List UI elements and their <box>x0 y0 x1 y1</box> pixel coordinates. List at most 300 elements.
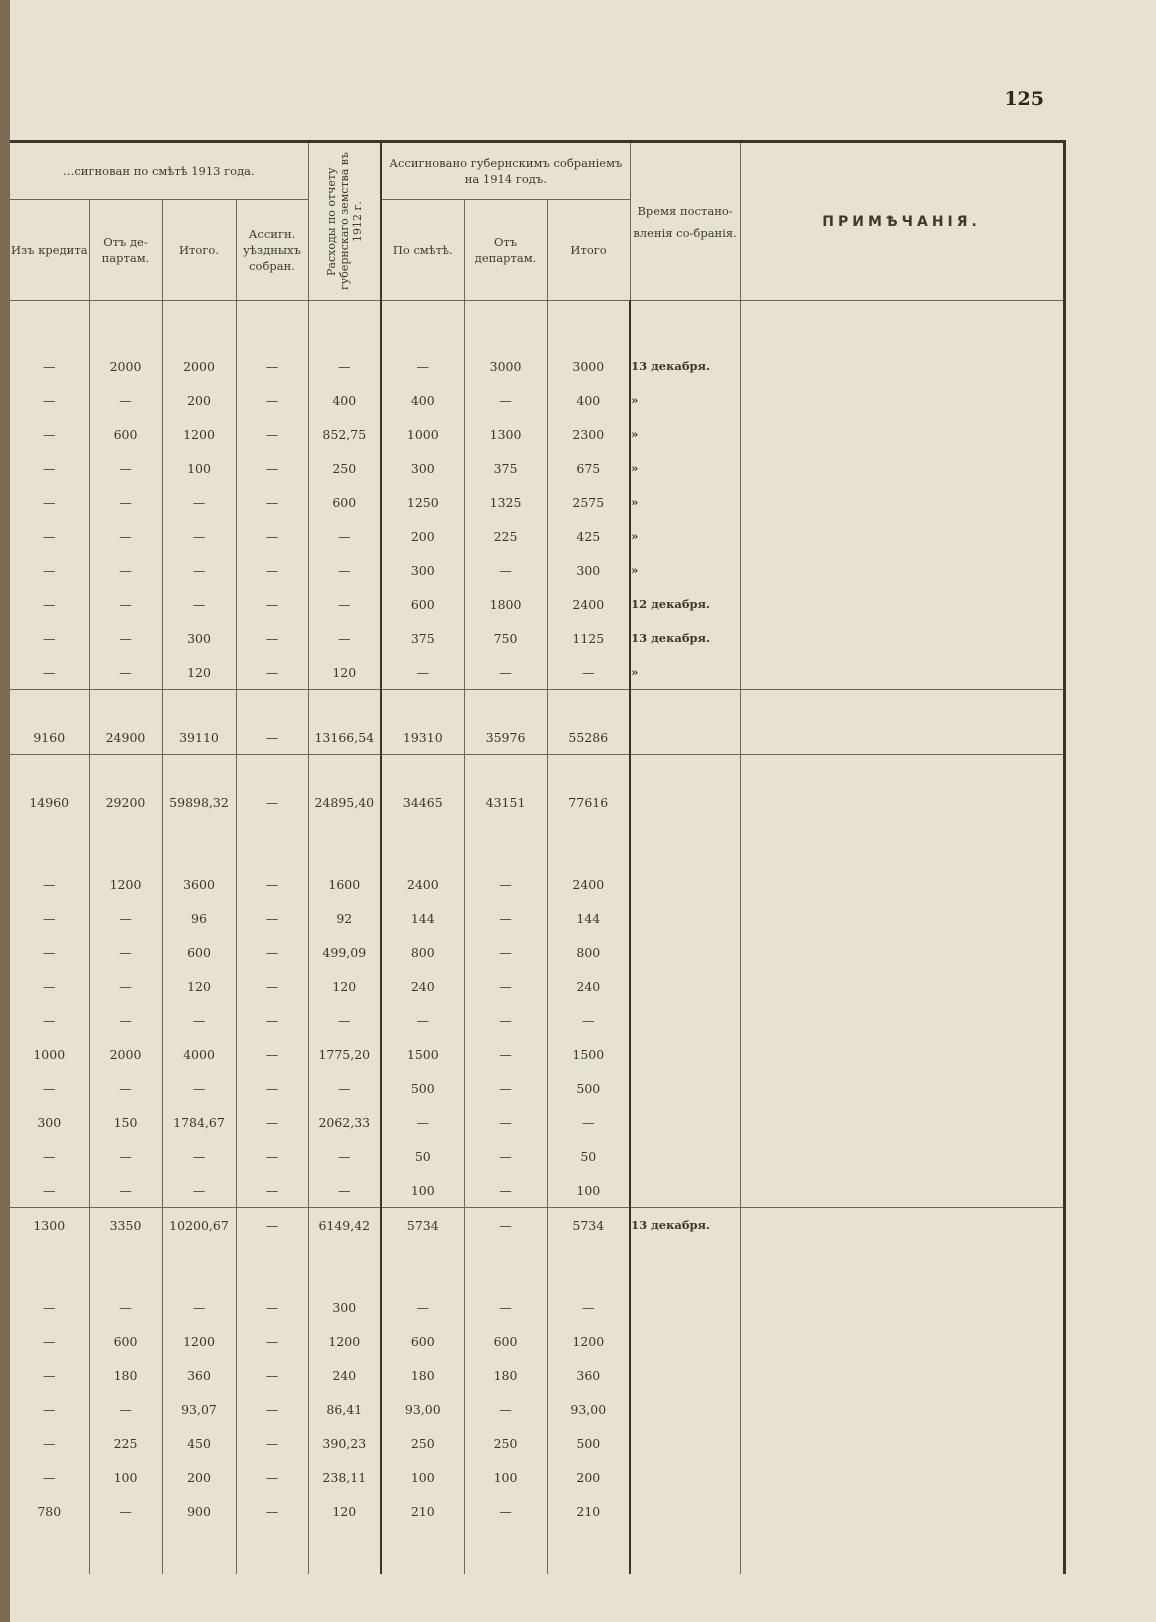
table-cell: 9160 <box>10 720 89 755</box>
table-cell <box>630 901 740 935</box>
table-cell: — <box>464 969 547 1003</box>
table-cell: 225 <box>464 519 547 553</box>
table-cell: 250 <box>381 1426 464 1460</box>
table-row <box>10 969 1064 1003</box>
table-cell: 852,75 <box>308 417 381 451</box>
table-cell: 240 <box>547 969 630 1003</box>
table-cell: 1200 <box>162 417 236 451</box>
table-cell <box>740 1358 1064 1392</box>
table-cell: — <box>89 451 162 485</box>
table-cell: — <box>308 519 381 553</box>
table-cell: 13166,54 <box>308 720 381 755</box>
table-cell: — <box>464 1003 547 1037</box>
table-cell <box>740 383 1064 417</box>
table-cell: — <box>308 349 381 383</box>
table-cell: 250 <box>308 451 381 485</box>
table-cell: — <box>236 553 308 587</box>
table-row <box>10 1003 1064 1037</box>
table-cell: 400 <box>381 383 464 417</box>
table-cell: 35976 <box>464 720 547 755</box>
table-cell: 120 <box>162 655 236 690</box>
table-cell: — <box>236 1208 308 1243</box>
table-cell: — <box>381 1003 464 1037</box>
table-cell <box>630 1105 740 1139</box>
table-cell: — <box>236 1105 308 1139</box>
table-cell: 2400 <box>547 867 630 901</box>
table-cell: — <box>308 621 381 655</box>
table-cell: — <box>10 655 89 690</box>
table-cell: 13 декабря. <box>630 621 740 655</box>
table-cell: 1325 <box>464 485 547 519</box>
table-cell: 2000 <box>162 349 236 383</box>
table-cell: — <box>162 1003 236 1037</box>
table-cell: 1800 <box>464 587 547 621</box>
table-cell: — <box>162 587 236 621</box>
table-cell: — <box>89 383 162 417</box>
table-cell <box>740 901 1064 935</box>
table-cell: — <box>89 485 162 519</box>
table-row <box>10 935 1064 969</box>
table-cell: 300 <box>381 553 464 587</box>
table-cell: — <box>236 519 308 553</box>
table-cell: 375 <box>464 451 547 485</box>
table-cell: 240 <box>308 1358 381 1392</box>
table-cell: 600 <box>381 587 464 621</box>
table-cell: — <box>162 553 236 587</box>
table-cell: 675 <box>547 451 630 485</box>
table-cell: — <box>236 1139 308 1173</box>
table-cell: 24895,40 <box>308 785 381 819</box>
table-cell: — <box>236 1173 308 1208</box>
table-cell: 100 <box>547 1173 630 1208</box>
table-row <box>10 1460 1064 1494</box>
table-cell: — <box>381 349 464 383</box>
table-cell: » <box>630 485 740 519</box>
table-cell: 86,41 <box>308 1392 381 1426</box>
table-cell: — <box>236 901 308 935</box>
table-cell: — <box>464 901 547 935</box>
table-cell: — <box>381 1290 464 1324</box>
table-cell: — <box>236 867 308 901</box>
table-cell <box>630 1358 740 1392</box>
table-cell: 800 <box>547 935 630 969</box>
table-cell: — <box>236 1324 308 1358</box>
table-cell: 180 <box>381 1358 464 1392</box>
header-row-groups <box>10 142 1064 200</box>
table-cell: — <box>162 485 236 519</box>
table-cell <box>630 1071 740 1105</box>
table-cell: 780 <box>10 1494 89 1528</box>
table-cell: 360 <box>547 1358 630 1392</box>
table-cell: 1000 <box>381 417 464 451</box>
table-cell <box>740 1105 1064 1139</box>
table-cell <box>630 1494 740 1528</box>
table-cell: 375 <box>381 621 464 655</box>
table-cell: 19310 <box>381 720 464 755</box>
table-cell: — <box>10 553 89 587</box>
table-cell <box>630 1003 740 1037</box>
header-dept-1914: Отъ департам. <box>464 200 547 301</box>
table-cell: — <box>89 969 162 1003</box>
table-cell <box>740 1071 1064 1105</box>
table-cell: — <box>89 553 162 587</box>
table-cell: — <box>236 349 308 383</box>
table-cell <box>740 1037 1064 1071</box>
table-row <box>10 383 1064 417</box>
table-row <box>10 1324 1064 1358</box>
table-cell: 14960 <box>10 785 89 819</box>
table-cell: 93,07 <box>162 1392 236 1426</box>
table-row <box>10 451 1064 485</box>
table-cell: 96 <box>162 901 236 935</box>
table-cell: — <box>464 1494 547 1528</box>
table-cell <box>740 621 1064 655</box>
table-cell: — <box>236 969 308 1003</box>
table-cell: — <box>10 587 89 621</box>
table-cell: — <box>10 1426 89 1460</box>
header-notes: ПРИМѢЧАНІЯ. <box>740 142 1064 301</box>
table-cell: 1300 <box>10 1208 89 1243</box>
table-cell <box>740 1290 1064 1324</box>
table-cell: — <box>236 417 308 451</box>
table-cell <box>740 1460 1064 1494</box>
table-cell: 600 <box>381 1324 464 1358</box>
table-cell: — <box>10 621 89 655</box>
table-cell: 600 <box>89 417 162 451</box>
table-cell: — <box>236 1071 308 1105</box>
table-row <box>10 1392 1064 1426</box>
table-cell: 12 декабря. <box>630 587 740 621</box>
table-cell: 120 <box>308 1494 381 1528</box>
header-group-1913: …сигнован по смѣтѣ 1913 года. <box>10 142 308 200</box>
table-cell: — <box>89 1392 162 1426</box>
table-cell: — <box>10 417 89 451</box>
table-cell: — <box>10 383 89 417</box>
table-cell: 425 <box>547 519 630 553</box>
ledger-sheet <box>10 140 1064 1572</box>
table-row <box>10 621 1064 655</box>
table-cell: — <box>162 1139 236 1173</box>
table-cell: 1500 <box>547 1037 630 1071</box>
table-cell: — <box>381 655 464 690</box>
table-cell: — <box>236 587 308 621</box>
table-cell <box>740 349 1064 383</box>
table-cell: — <box>10 1358 89 1392</box>
table-cell: — <box>547 655 630 690</box>
table-cell: — <box>464 1392 547 1426</box>
table-cell <box>740 587 1064 621</box>
table-cell: — <box>10 349 89 383</box>
table-cell: — <box>381 1105 464 1139</box>
table-cell <box>630 1173 740 1208</box>
table-cell <box>630 785 740 819</box>
table-row <box>10 720 1064 755</box>
table-cell: 2062,33 <box>308 1105 381 1139</box>
table-cell: 93,00 <box>381 1392 464 1426</box>
table-cell: 13 декабря. <box>630 349 740 383</box>
table-cell <box>740 1173 1064 1208</box>
table-cell: 2400 <box>381 867 464 901</box>
table-cell: — <box>10 451 89 485</box>
page-number: 125 <box>1004 88 1044 110</box>
table-row <box>10 867 1064 901</box>
table-cell <box>740 485 1064 519</box>
table-cell <box>740 1324 1064 1358</box>
table-cell: 150 <box>89 1105 162 1139</box>
table-row <box>10 1358 1064 1392</box>
table-cell: 100 <box>162 451 236 485</box>
table-row <box>10 655 1064 690</box>
table-cell: 1775,20 <box>308 1037 381 1071</box>
table-cell: — <box>464 1208 547 1243</box>
table-row <box>10 1173 1064 1208</box>
table-cell: 300 <box>547 553 630 587</box>
table-cell: 120 <box>308 655 381 690</box>
table-cell: 200 <box>381 519 464 553</box>
table-cell: » <box>630 553 740 587</box>
table-cell: — <box>10 485 89 519</box>
page-binding-edge <box>0 0 10 1622</box>
table-cell: 120 <box>308 969 381 1003</box>
table-row <box>10 417 1064 451</box>
table-cell: — <box>10 1139 89 1173</box>
table-cell: — <box>464 1105 547 1139</box>
table-row <box>10 1494 1064 1528</box>
table-cell: — <box>236 1460 308 1494</box>
table-cell: 55286 <box>547 720 630 755</box>
table-cell: 24900 <box>89 720 162 755</box>
table-cell: — <box>236 485 308 519</box>
table-cell: — <box>547 1290 630 1324</box>
table-cell <box>630 1460 740 1494</box>
table-cell <box>740 1139 1064 1173</box>
table-cell: 100 <box>89 1460 162 1494</box>
table-cell: » <box>630 383 740 417</box>
table-cell: 100 <box>464 1460 547 1494</box>
table-cell: 300 <box>381 451 464 485</box>
table-cell: — <box>464 1139 547 1173</box>
table-cell: » <box>630 451 740 485</box>
table-cell: 1600 <box>308 867 381 901</box>
table-cell <box>740 1392 1064 1426</box>
table-cell: 500 <box>547 1071 630 1105</box>
table-row <box>10 349 1064 383</box>
header-report-1912 <box>308 142 381 301</box>
table-cell: — <box>236 935 308 969</box>
table-cell: 300 <box>308 1290 381 1324</box>
table-cell: 200 <box>162 1460 236 1494</box>
table-row <box>10 1290 1064 1324</box>
table-cell: 800 <box>381 935 464 969</box>
table-cell: 10200,67 <box>162 1208 236 1243</box>
table-row <box>10 901 1064 935</box>
table-row <box>10 519 1064 553</box>
table-cell <box>740 935 1064 969</box>
table-cell: 3600 <box>162 867 236 901</box>
table-cell: 93,00 <box>547 1392 630 1426</box>
table-cell: » <box>630 417 740 451</box>
table-cell <box>740 1208 1064 1243</box>
table-cell: 3000 <box>547 349 630 383</box>
table-cell: — <box>236 720 308 755</box>
row-spacer <box>10 819 1064 867</box>
table-cell: 1000 <box>10 1037 89 1071</box>
table-cell: 13 декабря. <box>630 1208 740 1243</box>
table-row <box>10 785 1064 819</box>
row-spacer <box>10 690 1064 721</box>
table-cell: — <box>162 519 236 553</box>
table-cell: 450 <box>162 1426 236 1460</box>
table-cell: — <box>464 1290 547 1324</box>
table-cell: — <box>464 383 547 417</box>
table-cell <box>740 417 1064 451</box>
header-report-1912-label: Расходы по отчету губернскаго земства въ 1912 г. <box>324 152 364 291</box>
table-cell: 360 <box>162 1358 236 1392</box>
table-cell: 2400 <box>547 587 630 621</box>
table-cell <box>740 969 1064 1003</box>
table-cell: — <box>10 1460 89 1494</box>
table-cell: — <box>10 969 89 1003</box>
table-cell: — <box>89 1290 162 1324</box>
table-row <box>10 1071 1064 1105</box>
table-cell: 2000 <box>89 1037 162 1071</box>
table-cell <box>630 1324 740 1358</box>
table-cell: 1300 <box>464 417 547 451</box>
table-cell: — <box>464 553 547 587</box>
table-row <box>10 1208 1064 1243</box>
header-credit: Изъ кредита <box>10 200 89 301</box>
table-cell: 1200 <box>308 1324 381 1358</box>
table-cell: 3350 <box>89 1208 162 1243</box>
header-dept-1913: Отъ де-партам. <box>89 200 162 301</box>
table-cell <box>630 867 740 901</box>
table-cell: 390,23 <box>308 1426 381 1460</box>
table-cell: » <box>630 519 740 553</box>
table-cell: — <box>236 1392 308 1426</box>
table-cell: 240 <box>381 969 464 1003</box>
table-cell: 144 <box>547 901 630 935</box>
table-cell <box>740 785 1064 819</box>
table-cell: 500 <box>381 1071 464 1105</box>
table-cell: — <box>10 519 89 553</box>
table-cell: 92 <box>308 901 381 935</box>
table-cell: 180 <box>89 1358 162 1392</box>
table-cell: — <box>464 1071 547 1105</box>
table-row <box>10 1139 1064 1173</box>
table-cell: 238,11 <box>308 1460 381 1494</box>
table-cell: 50 <box>381 1139 464 1173</box>
table-cell: — <box>308 1003 381 1037</box>
table-cell: — <box>162 1290 236 1324</box>
row-spacer <box>10 1242 1064 1290</box>
table-cell: — <box>162 1173 236 1208</box>
table-cell: 39110 <box>162 720 236 755</box>
table-row <box>10 553 1064 587</box>
table-cell: 600 <box>308 485 381 519</box>
table-cell: — <box>236 451 308 485</box>
table-cell: 500 <box>547 1426 630 1460</box>
row-spacer <box>10 1528 1064 1574</box>
table-cell: 1200 <box>89 867 162 901</box>
table-cell: 3000 <box>464 349 547 383</box>
table-cell: — <box>89 1071 162 1105</box>
ledger-table <box>10 140 1066 1574</box>
header-group-1914: Ассигновано губернскимъ собраніемъ на 1914 годъ. <box>381 142 630 200</box>
table-cell <box>740 1494 1064 1528</box>
table-cell: — <box>89 587 162 621</box>
table-cell: 600 <box>464 1324 547 1358</box>
table-cell: — <box>89 935 162 969</box>
table-cell: 5734 <box>547 1208 630 1243</box>
table-cell <box>630 1426 740 1460</box>
table-cell: — <box>89 1494 162 1528</box>
table-cell <box>630 720 740 755</box>
table-cell: — <box>308 553 381 587</box>
table-cell: 59898,32 <box>162 785 236 819</box>
table-cell <box>740 553 1064 587</box>
header-time: Время постано-вленія со-бранія. <box>630 142 740 301</box>
table-cell: — <box>10 1173 89 1208</box>
row-spacer <box>10 755 1064 786</box>
table-cell: — <box>236 1494 308 1528</box>
header-estimate-1914: По смѣтѣ. <box>381 200 464 301</box>
table-cell <box>630 1139 740 1173</box>
table-cell: 100 <box>381 1173 464 1208</box>
table-cell: — <box>308 587 381 621</box>
table-cell: 4000 <box>162 1037 236 1071</box>
table-cell: — <box>464 935 547 969</box>
table-cell: — <box>236 785 308 819</box>
table-cell: — <box>10 1003 89 1037</box>
table-row <box>10 485 1064 519</box>
table-cell <box>740 720 1064 755</box>
row-spacer <box>10 301 1064 350</box>
table-cell <box>630 935 740 969</box>
table-cell: 400 <box>547 383 630 417</box>
table-cell: — <box>236 1358 308 1392</box>
table-cell: — <box>162 1071 236 1105</box>
table-cell <box>740 867 1064 901</box>
table-cell: 2300 <box>547 417 630 451</box>
table-row <box>10 1426 1064 1460</box>
table-cell: — <box>10 901 89 935</box>
table-cell: 29200 <box>89 785 162 819</box>
table-cell: — <box>236 1426 308 1460</box>
table-cell: 34465 <box>381 785 464 819</box>
table-cell <box>740 451 1064 485</box>
table-cell: 77616 <box>547 785 630 819</box>
ledger-body <box>10 301 1064 1575</box>
table-cell <box>630 1392 740 1426</box>
table-cell: — <box>236 1037 308 1071</box>
header-total-1914: Итого <box>547 200 630 301</box>
table-row <box>10 1105 1064 1139</box>
table-cell: 210 <box>547 1494 630 1528</box>
table-cell: — <box>10 935 89 969</box>
table-cell <box>740 1426 1064 1460</box>
table-cell <box>630 969 740 1003</box>
table-cell <box>740 519 1064 553</box>
table-cell: 120 <box>162 969 236 1003</box>
table-cell: — <box>464 867 547 901</box>
table-cell: — <box>308 1173 381 1208</box>
table-cell: — <box>236 1290 308 1324</box>
table-cell <box>630 1037 740 1071</box>
table-cell: — <box>89 1173 162 1208</box>
header-uezd: Ассигн. уѣздныхъ собран. <box>236 200 308 301</box>
table-cell <box>740 1003 1064 1037</box>
table-cell: 1125 <box>547 621 630 655</box>
